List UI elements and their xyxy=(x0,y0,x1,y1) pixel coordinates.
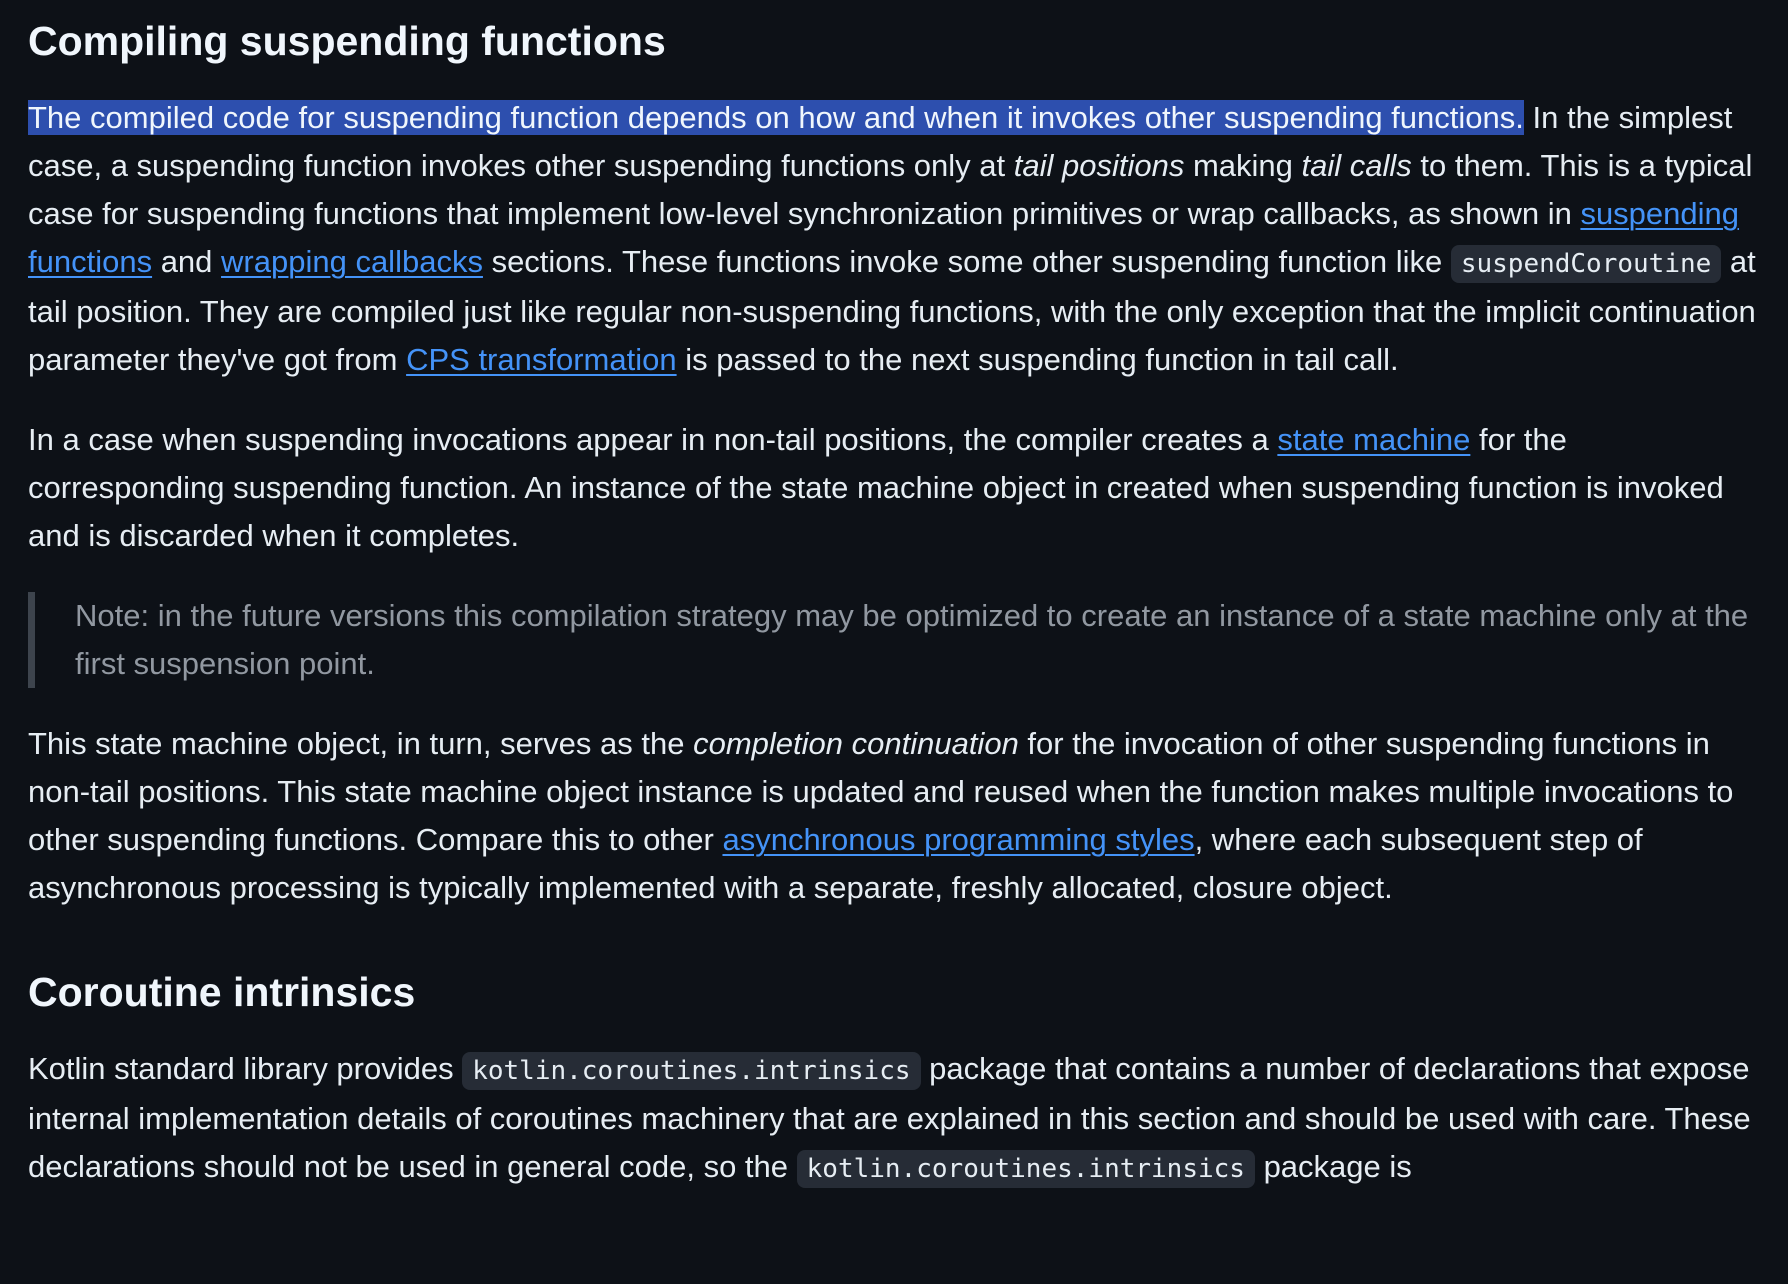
text-run: , where each subsequent step of asynchronous processing is typically implemented with a separate, freshly allocated, closure object. xyxy=(28,822,1643,905)
text-run: sections. These functions invoke some other suspending function like xyxy=(482,244,1451,279)
text-run: to them. This is a typical case for suspending functions that implement low-level synchronization primitives or wrap callbacks, as shown in xyxy=(28,148,1753,231)
paragraph-state-machine xyxy=(28,416,1760,560)
note-blockquote xyxy=(28,592,1760,688)
section-heading-coroutine-intrinsics: Coroutine intrinsics xyxy=(28,969,416,1015)
text-run: package that contains a number of declarations that expose internal implementation details of coroutines machinery that are explained in this section and should be used with care. These declarations should not be used in general code, so the xyxy=(28,1051,1751,1184)
note-text: Note: in the future versions this compilation strategy may be optimized to create an instance of a state machine only at the first suspension point. xyxy=(75,598,1749,681)
text-run: This state machine object, in turn, serves as the xyxy=(28,726,694,761)
section-heading-compiling: Compiling suspending functions xyxy=(28,18,666,64)
emphasis-completion-continuation: completion continuation xyxy=(693,726,1019,761)
text-run: is passed to the next suspending function in tail call. xyxy=(676,342,1399,377)
emphasis-tail-calls: tail calls xyxy=(1301,148,1412,183)
text-run: In a case when suspending invocations appear in non-tail positions, the compiler creates a xyxy=(28,422,1278,457)
inline-code-intrinsics-package: kotlin.coroutines.intrinsics xyxy=(462,1052,920,1090)
inline-code-suspendcoroutine: suspendCoroutine xyxy=(1451,245,1721,283)
link-asynchronous-programming-styles[interactable]: asynchronous programming styles xyxy=(722,822,1195,857)
text-run: for the corresponding suspending function. An instance of the state machine object in created when suspending function is invoked and is discarded when it completes. xyxy=(28,422,1724,553)
text-run: for the invocation of other suspending functions in non-tail positions. This state machine object instance is updated and reused when the function makes multiple invocations to other suspending functions. Compare this to other xyxy=(28,726,1734,857)
link-wrapping-callbacks[interactable]: wrapping callbacks xyxy=(221,244,483,279)
text-run: Kotlin standard library provides xyxy=(28,1051,463,1086)
paragraph-completion-continuation xyxy=(28,720,1760,912)
text-run: making xyxy=(1184,148,1302,183)
paragraph-intrinsics xyxy=(28,1045,1760,1193)
text-run: at tail position. They are compiled just like regular non-suspending functions, with the only exception that the implicit continuation parameter they've got from xyxy=(28,244,1756,377)
paragraph-compiled-code xyxy=(28,94,1760,384)
link-suspending-functions[interactable]: suspending functions xyxy=(28,196,1740,279)
selected-text[interactable]: The compiled code for suspending function depends on how and when it invokes other suspending functions. xyxy=(28,100,1524,135)
text-run: package is xyxy=(1254,1149,1412,1184)
link-cps-transformation[interactable]: CPS transformation xyxy=(406,342,677,377)
link-state-machine[interactable]: state machine xyxy=(1277,422,1471,457)
text-run: and xyxy=(152,244,222,279)
emphasis-tail-positions: tail positions xyxy=(1013,148,1185,183)
inline-code-intrinsics-package-2: kotlin.coroutines.intrinsics xyxy=(797,1150,1255,1188)
text-run: In the simplest case, a suspending function invokes other suspending functions only at xyxy=(28,100,1733,183)
